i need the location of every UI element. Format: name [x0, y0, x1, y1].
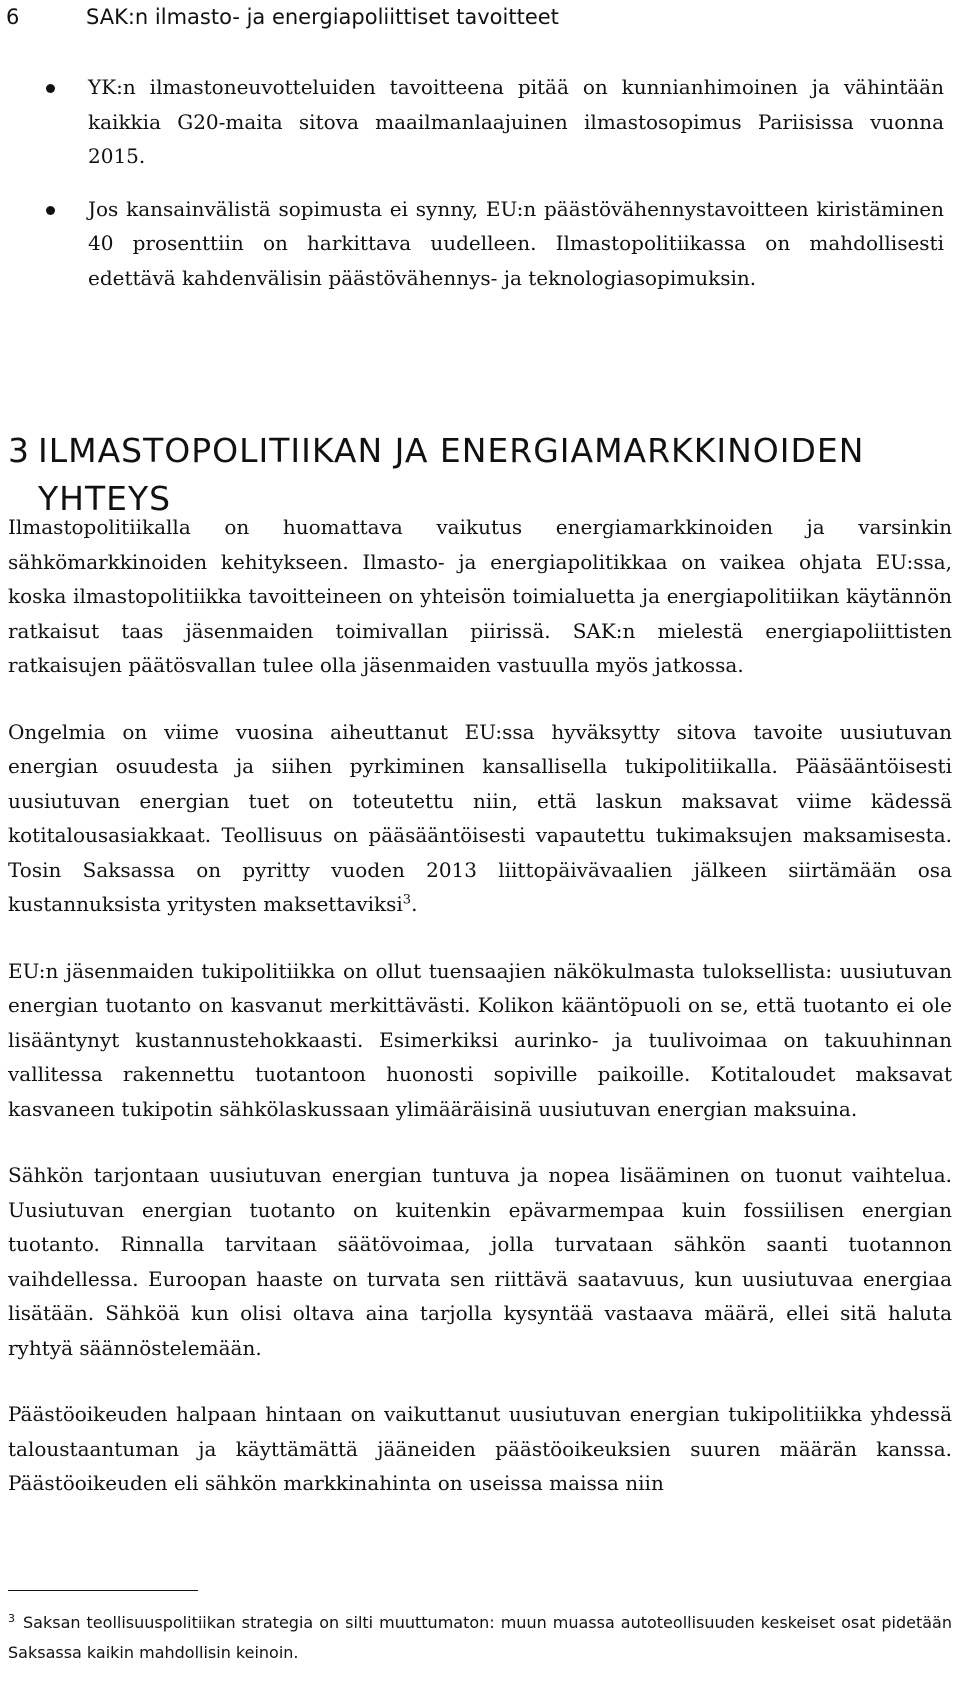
- section-title: ILMASTOPOLITIIKAN JA ENERGIAMARKKINOIDEN YHTEYS: [38, 431, 865, 519]
- paragraph: EU:n jäsenmaiden tukipolitiikka on ollut tuensaajien näkökulmasta tuloksellista: uusiutuvan energian tuotanto on kasvanut merkittävästi. Kolikon kääntöpuoli on se, että tuotanto ei ole lisääntynyt kustannustehokkaasti. Esimerkiksi aurinko- ja tuulivoimaa on takuuhinnan vallitessa rakennettu tuotantoon huonosti sopiville paikoille. Kotitaloudet maksavat kasvaneen tukipotin sähkölaskussaan ylimääräisinä uusiutuvan energian maksuina.: [8, 958, 952, 1121]
- bullet-text: Jos kansainvälistä sopimusta ei synny, EU:n päästövähennystavoitteen kiristäminen 40 prosenttiin on harkittava uudelleen. Ilmastopolitiikassa on mahdollisesti edettävä kahdenvälisin päästövähennys- ja teknologiasopimuksin.: [88, 196, 944, 290]
- bullet-text: YK:n ilmastoneuvotteluiden tavoitteena pitää on kunnianhimoinen ja vähintään kaikkia G20-maita sitova maailmanlaajuinen ilmastosopimus Pariisissa vuonna 2015.: [88, 75, 944, 168]
- footnote-reference[interactable]: 3: [402, 892, 412, 908]
- list-item: [44, 70, 944, 174]
- footnote-marker: 3: [8, 1611, 15, 1625]
- footnote: [8, 1608, 952, 1668]
- bullet-icon: [46, 84, 55, 93]
- page-number: 6: [6, 5, 20, 29]
- paragraph: Sähkön tarjontaan uusiutuvan energian tuntuva ja nopea lisääminen on tuonut vaihtelua. Uusiutuvan energian tuotanto on kuitenkin epävarmempaa kuin fossiilisen energian tuotanto. Rinnalla tarvitaan säätövoimaa, jolla turvataan sähkön saanti tuotannon vaihdellessa. Euroopan haaste on turvata sen riittävä saatavuus, kun uusiutuvaa energiaa lisätään. Sähköä kun olisi oltava aina tarjolla kysyntää vastaava määrä, ellei sitä haluta ryhtyä säännöstelemään.: [8, 1163, 952, 1360]
- running-header: [6, 2, 906, 32]
- paragraph: Päästöoikeuden halpaan hintaan on vaikuttanut uusiutuvan energian tukipolitiikka yhdessä taloustaantuman ja käyttämättä jääneiden päästöoikeuksien suuren määrän kanssa. Päästöoikeuden eli sähkön markkinahinta on useissa maissa niin: [8, 1402, 952, 1495]
- list-item: [44, 192, 944, 296]
- bullet-list: [44, 70, 944, 313]
- section-number: 3: [8, 431, 30, 471]
- paragraph-text: Ongelmia on viime vuosina aiheuttanut EU:ssa hyväksytty sitova tavoite uusiutuvan energian osuudesta ja siihen pyrkiminen kansallisella tukipolitiikalla. Pääsääntöisesti uusiutuvan energian tuet on toteutettu niin, että laskun maksavat viime kädessä kotitalousasiakkaat. Teollisuus on pääsääntöisesti vapautettu tukimaksujen maksamisesta. Tosin Saksassa on pyritty vuoden 2013 liittopäivävaalien jälkeen siirtämään osa kustannuksista yritysten maksettaviksi: [8, 719, 952, 916]
- body-text: [8, 510, 952, 1533]
- footnote-divider: [8, 1590, 198, 1591]
- bullet-icon: [46, 206, 55, 215]
- running-title: SAK:n ilmasto- ja energiapoliittiset tavoitteet: [86, 5, 559, 29]
- footnote-text: Saksan teollisuuspolitiikan strategia on silti muuttumaton: muun muassa autoteollisuuden keskeiset osat pidetään Saksassa kaikin mahdollisin keinoin.: [8, 1613, 952, 1662]
- section-heading: [8, 427, 928, 523]
- paragraph: [8, 715, 952, 922]
- paragraph-end: .: [411, 892, 418, 916]
- paragraph: Ilmastopolitiikalla on huomattava vaikutus energiamarkkinoiden ja varsinkin sähkömarkkinoiden kehitykseen. Ilmasto- ja energiapolitikkaa on vaikea ohjata EU:ssa, koska ilmastopolitiikka tavoitteineen on yhteisön toimialuetta ja energiapolitiikan käytännön ratkaisut taas jäsenmaiden toimivallan piirissä. SAK:n mielestä energiapoliittisten ratkaisujen päätösvallan tulee olla jäsenmaiden vastuulla myös jatkossa.: [8, 515, 952, 677]
